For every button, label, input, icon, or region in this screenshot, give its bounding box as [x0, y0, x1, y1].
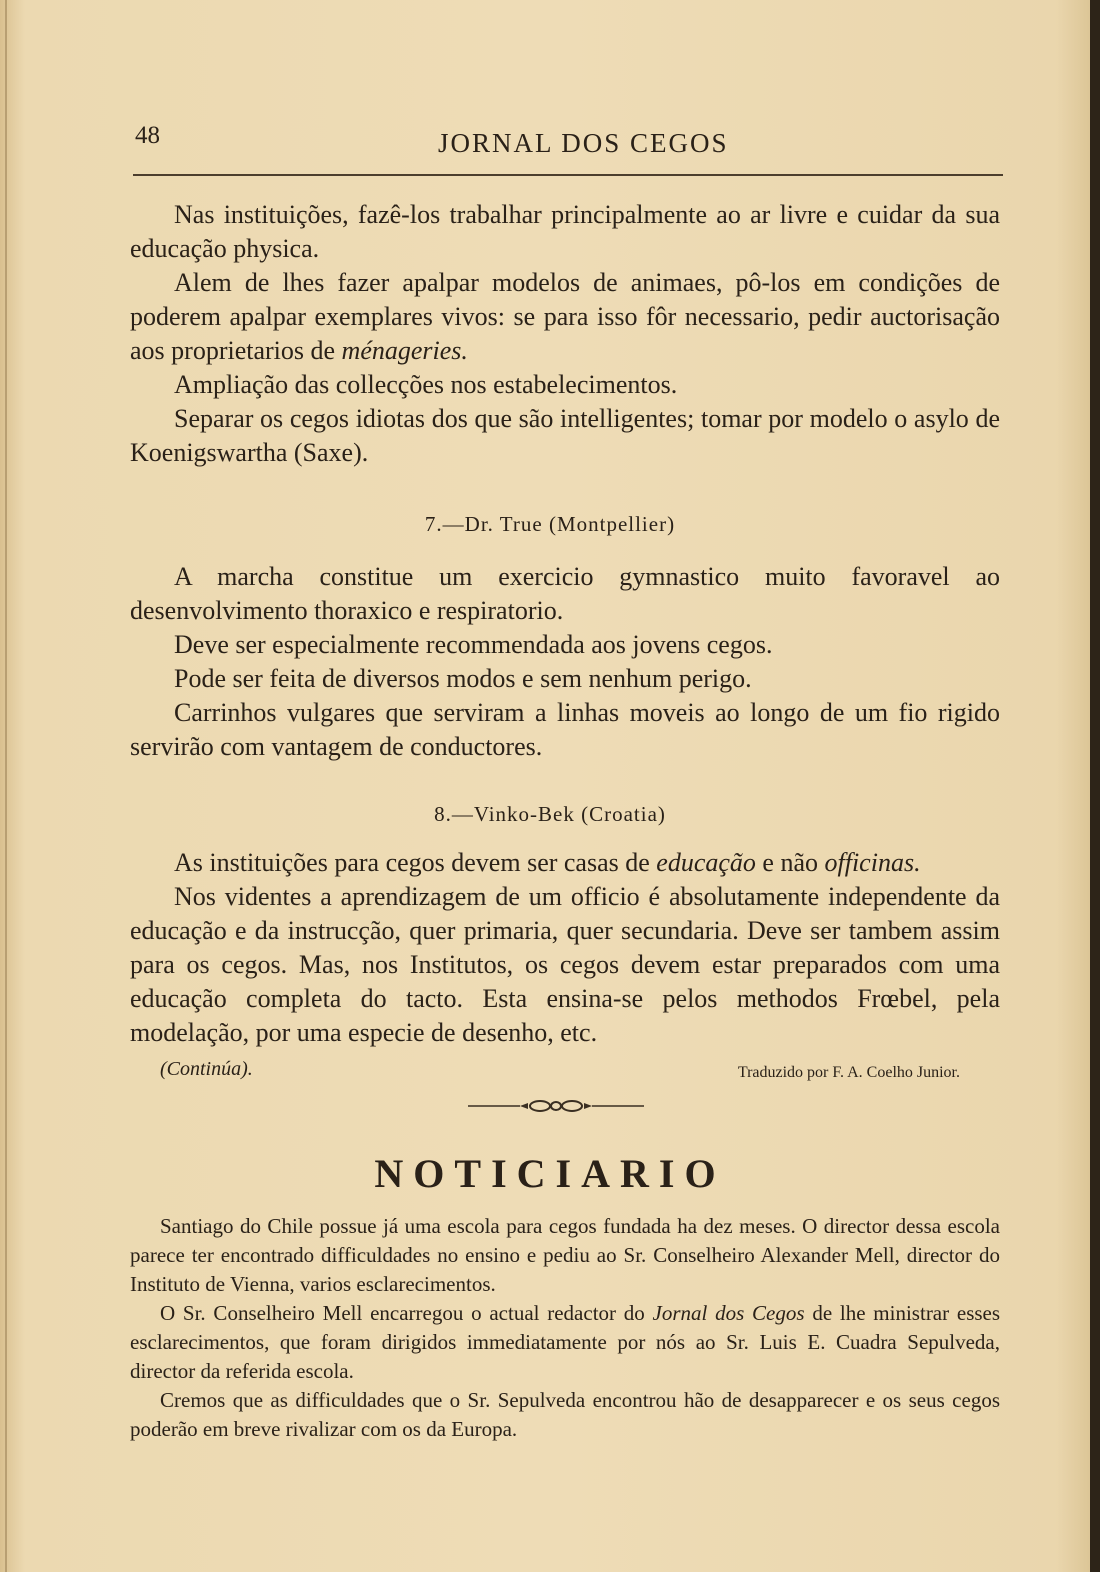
- italic-title: Jornal dos Cegos: [652, 1301, 805, 1325]
- section-title-noticiario: NOTICIARIO: [374, 1151, 726, 1196]
- page-left-edge: [5, 0, 7, 1572]
- header-rule: [133, 174, 1003, 176]
- paragraph: Deve ser especialmente recommendada aos jovens cegos.: [174, 630, 773, 659]
- paragraph: Ampliação das collecções nos estabelecimentos.: [174, 370, 678, 399]
- italic-term: educação: [656, 848, 756, 877]
- section-heading-7: 7.—Dr. True (Montpellier): [424, 512, 676, 536]
- continued-note: (Continúa).: [160, 1058, 253, 1080]
- paragraph: Nos videntes a aprendizagem de um officio é absolutamente independente da educação e da instrucção, quer primaria, quer secundaria. Deve ser tambem assim para os cegos. Mas, nos Institutos, os cegos devem estar preparados com uma educação completa do tacto. Esta ensina-se pelos methodos Frœbel, pela modelação, por uma especie de desenho, etc.: [130, 882, 1000, 1047]
- page-right-edge: [1090, 0, 1100, 1572]
- paragraph: Cremos que as difficuldades que o Sr. Sepulveda encontrou hão de desapparecer e os seus cegos poderão em breve rivalizar com os da Europa.: [130, 1388, 1000, 1441]
- italic-term: officinas.: [824, 848, 921, 877]
- section-7-text: [130, 560, 1000, 764]
- paragraph: Nas instituições, fazê-los trabalhar principalmente ao ar livre e cuidar da sua educação physica.: [130, 200, 1000, 263]
- page-number: 48: [135, 122, 160, 149]
- translator-credit: Traduzido por F. A. Coelho Junior.: [737, 1064, 960, 1081]
- intro-text: [130, 198, 1000, 470]
- paragraph: Santiago do Chile possue já uma escola para cegos fundada ha dez meses. O director dessa escola parece ter encontrado difficuldades no ensino e pediu ao Sr. Conselheiro Alexander Mell, director do Instituto de Vienna, varios esclarecimentos.: [130, 1214, 1000, 1296]
- paragraph: Pode ser feita de diversos modos e sem nenhum perigo.: [174, 664, 752, 693]
- paragraph: Alem de lhes fazer apalpar modelos de animaes, pô-los em condições de poderem apalpar exemplares vivos: se para isso fôr necessario, pedir auctorisação aos proprietarios de ménageries.: [130, 268, 1000, 365]
- section-heading-8: 8.—Vinko-Bek (Croatia): [434, 802, 666, 826]
- section-8-text: [130, 846, 1000, 1050]
- paragraph: Carrinhos vulgares que serviram a linhas moveis ao longo de um fio rigido servirão com vantagem de conductores.: [130, 698, 1000, 761]
- ornament-divider: [468, 1098, 644, 1114]
- running-head: JORNAL DOS CEGOS: [438, 128, 729, 158]
- paragraph: Separar os cegos idiotas dos que são intelligentes; tomar por modelo o asylo de Koenigswartha (Saxe).: [130, 404, 1000, 467]
- article-footer: [160, 1058, 960, 1081]
- italic-term: ménageries.: [341, 336, 468, 365]
- paragraph: As instituições para cegos devem ser casas de educação e não officinas.: [174, 848, 921, 877]
- paragraph: A marcha constitue um exercicio gymnastico muito favoravel ao desenvolvimento thoraxico e respiratorio.: [130, 562, 1000, 625]
- paragraph: O Sr. Conselheiro Mell encarregou o actual redactor do Jornal dos Cegos de lhe ministrar esses esclarecimentos, que foram dirigidos immediatamente por nós ao Sr. Luis E. Cuadra Sepulveda, director da referida escola.: [130, 1301, 1001, 1383]
- noticiario-text: [130, 1212, 1000, 1444]
